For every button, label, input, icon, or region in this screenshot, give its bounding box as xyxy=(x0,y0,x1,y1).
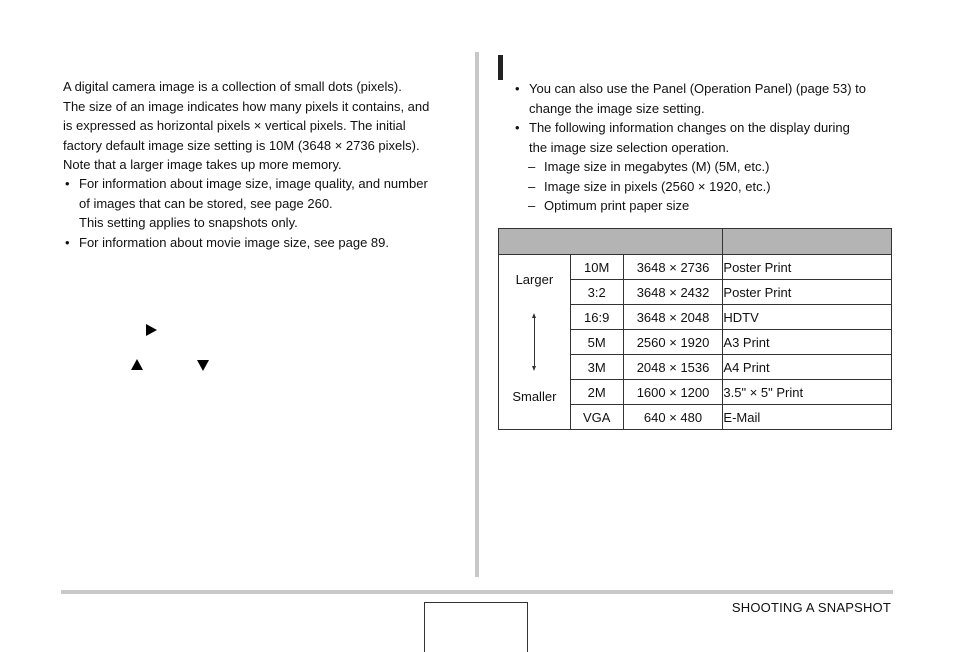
size-scale-cell xyxy=(499,255,571,430)
table-header-row xyxy=(499,229,892,255)
table-header-cell xyxy=(723,229,892,255)
bullet-text: of images that can be stored, see page 260. xyxy=(79,195,333,211)
table-row xyxy=(499,255,892,280)
page-number-box xyxy=(424,602,528,652)
pixels-cell: 3648 × 2048 xyxy=(623,305,723,330)
bullet-item xyxy=(63,233,463,253)
triangle-up-icon xyxy=(131,359,143,370)
bullet-item xyxy=(513,79,903,118)
column-divider xyxy=(475,52,479,577)
intro-line: A digital camera image is a collection of small dots (pixels). xyxy=(63,79,402,94)
section-heading-bar xyxy=(498,55,503,80)
megapixel-cell: 10M xyxy=(570,255,623,280)
print-size-cell: A4 Print xyxy=(723,355,892,380)
pixels-cell: 1600 × 1200 xyxy=(623,380,723,405)
bullet-item xyxy=(513,118,903,157)
megapixel-cell: 3:2 xyxy=(570,280,623,305)
megapixel-cell: 2M xyxy=(570,380,623,405)
table-header-cell xyxy=(499,229,723,255)
sub-item: – Optimum print paper size xyxy=(497,196,903,216)
pixels-cell: 3648 × 2432 xyxy=(623,280,723,305)
section-title: SHOOTING A SNAPSHOT xyxy=(731,600,891,615)
size-scale-line xyxy=(534,316,535,368)
pixels-cell: 3648 × 2736 xyxy=(623,255,723,280)
bullet-text: • You can also use the Panel (Operation Panel) (page 53) to xyxy=(529,81,867,96)
print-size-cell: 3.5" × 5" Print xyxy=(723,380,892,405)
print-size-cell: A3 Print xyxy=(723,330,892,355)
intro-line: factory default image size setting is 10M (3648 × 2736 pixels). xyxy=(63,137,420,153)
bullet-text: This setting applies to snapshots only. xyxy=(79,215,298,230)
triangle-right-icon xyxy=(146,324,157,336)
intro-paragraph xyxy=(63,77,463,175)
pixels-cell: 640 × 480 xyxy=(623,405,723,430)
bullet-text: • For information about image size, image quality, and number xyxy=(79,176,428,191)
sub-item: – Image size in pixels (2560 × 1920, etc.) xyxy=(497,177,903,197)
triangle-down-icon xyxy=(197,360,209,371)
pixels-cell: 2048 × 1536 xyxy=(623,355,723,380)
intro-line: Note that a larger image takes up more memory. xyxy=(63,157,342,172)
bullet-text: • The following information changes on the display during xyxy=(529,120,850,135)
arrow-down-icon xyxy=(532,366,536,371)
megapixel-cell: 3M xyxy=(570,355,623,380)
print-size-cell: HDTV xyxy=(723,305,892,330)
smaller-label: Smaller xyxy=(512,389,557,404)
sub-item: – Image size in megabytes (M) (5M, etc.) xyxy=(497,157,903,177)
print-size-cell: Poster Print xyxy=(723,280,892,305)
left-bullet-list xyxy=(63,174,463,252)
megapixel-cell: 5M xyxy=(570,330,623,355)
right-bullet-list xyxy=(513,79,903,216)
bullet-text: change the image size setting. xyxy=(529,100,705,116)
pixels-cell: 2560 × 1920 xyxy=(623,330,723,355)
print-size-cell: Poster Print xyxy=(723,255,892,280)
larger-label: Larger xyxy=(515,272,554,287)
bullet-item xyxy=(63,174,463,233)
megapixel-cell: 16:9 xyxy=(570,305,623,330)
megapixel-cell: VGA xyxy=(570,405,623,430)
intro-line: The size of an image indicates how many pixels it contains, and xyxy=(63,98,430,114)
footer-divider xyxy=(61,590,893,594)
bullet-text: the image size selection operation. xyxy=(529,139,730,155)
image-size-table xyxy=(498,228,892,430)
bullet-text: • For information about movie image size, see page 89. xyxy=(79,234,390,250)
intro-line: is expressed as horizontal pixels × vertical pixels. The initial xyxy=(63,118,406,133)
print-size-cell: E-Mail xyxy=(723,405,892,430)
